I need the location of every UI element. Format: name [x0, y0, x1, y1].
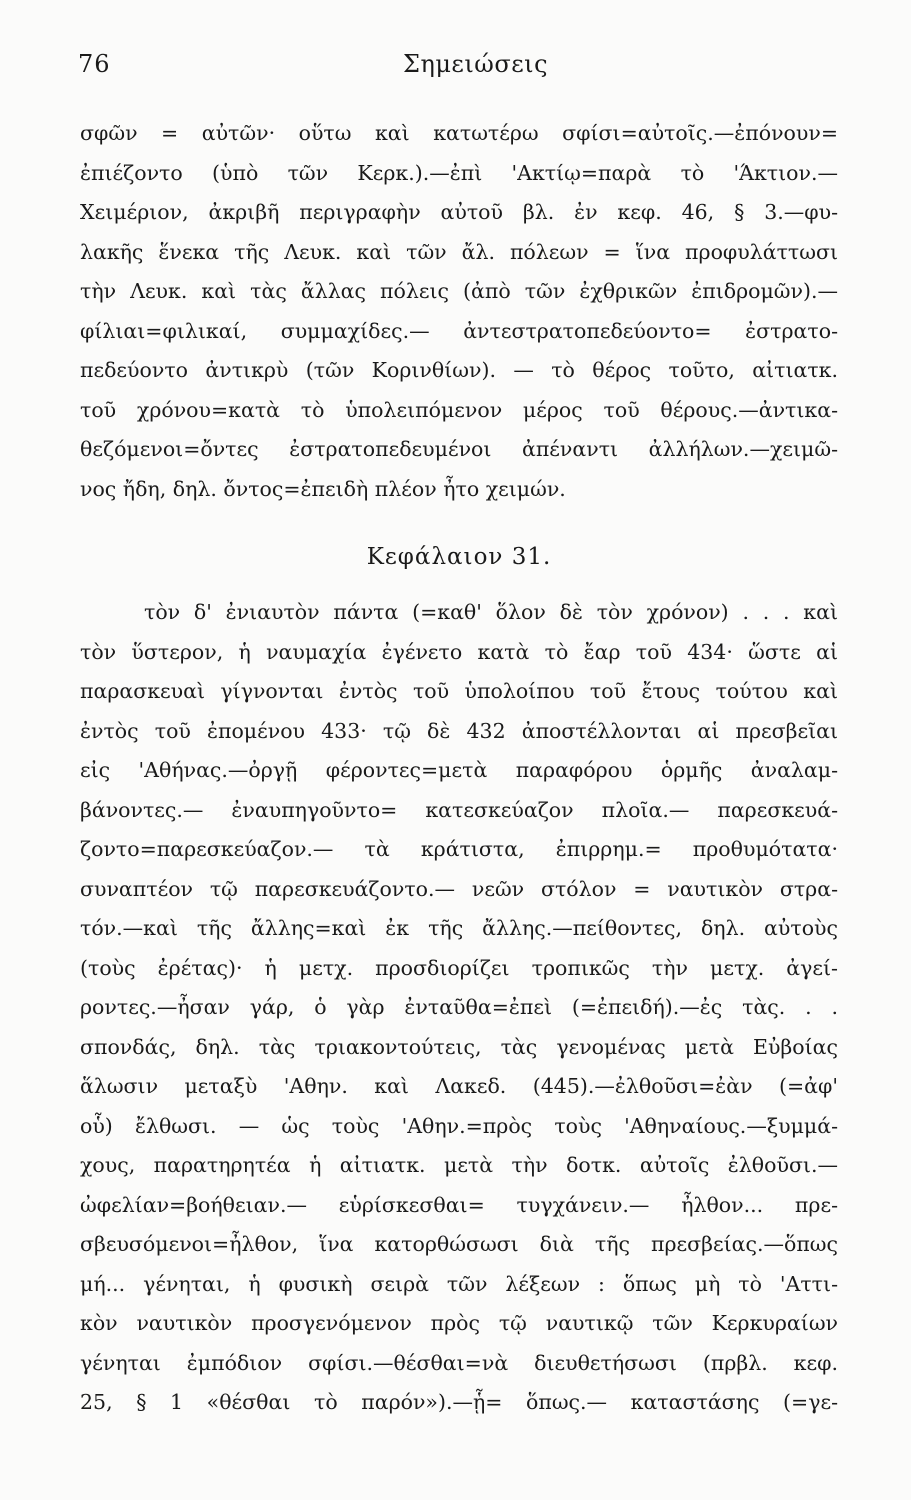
text-line: ἐπιέζοντο (ὑπὸ τῶν Κερκ.).—ἐπὶ 'Ακτίῳ=παρὰ τὸ 'Άκτιον.—: [80, 160, 838, 185]
text-line: νος ἤδη, δηλ. ὄντος=ἐπειδὴ πλέον ἦτο χειμών.: [80, 476, 566, 501]
text-line: τὸν δ' ἐνιαυτὸν πάντα (=καθ' ὅλον δὲ τὸν χρόνον) . . . καὶ: [144, 600, 838, 624]
text-line: τοῦ χρόνου=κατὰ τὸ ὑπολειπόμενον μέρος τοῦ θέρους.—ἀντικα-: [80, 397, 838, 422]
notes-section-2: [80, 593, 838, 1423]
text-line: βάνοντες.— ἐναυπηγοῦντο= κατεσκεύαζον πλοῖα.— παρεσκευά-: [80, 797, 838, 822]
text-line: μή... γένηται, ἡ φυσικὴ σειρὰ τῶν λέξεων : ὅπως μὴ τὸ 'Αττι-: [80, 1271, 838, 1296]
text-line: γένηται ἐμπόδιον σφίσι.—θέσθαι=νὰ διευθετήσωσι (πρβλ. κεφ.: [80, 1350, 838, 1375]
page-header: [78, 50, 833, 90]
text-line: τόν.—καὶ τῆς ἄλλης=καὶ ἐκ τῆς ἄλλης.—πείθοντες, δηλ. αὐτοὺς: [80, 916, 838, 940]
text-line: σπονδάς, δηλ. τὰς τριακοντούτεις, τὰς γενομένας μετὰ Εὐβοίας: [80, 1034, 838, 1059]
text-line: Χειμέριον, ἀκριβῆ περιγραφὴν αὐτοῦ βλ. ἐν κεφ. 46, § 3.—φυ-: [80, 200, 838, 224]
text-line: λακῆς ἕνεκα τῆς Λευκ. καὶ τῶν ἄλ. πόλεων = ἵνα προφυλάττωσι: [80, 239, 838, 264]
text-line: ἐντὸς τοῦ ἐπομένου 433· τῷ δὲ 432 ἀποστέλλονται αἱ πρεσβεῖαι: [80, 718, 838, 743]
page-body: [80, 114, 838, 1423]
text-line: θεζόμενοι=ὄντες ἐστρατοπεδευμένοι ἀπέναντι ἀλλήλων.—χειμῶ-: [80, 437, 838, 461]
running-title: Σημειώσεις: [402, 50, 549, 78]
text-line: σφῶν = αὐτῶν· οὕτω καὶ κατωτέρω σφίσι=αὐτοῖς.—ἐπόνουν=: [80, 121, 838, 145]
text-line: σβευσόμενοι=ἦλθον, ἵνα κατορθώσωσι διὰ τῆς πρεσβείας.—ὅπως: [80, 1232, 838, 1256]
text-line: ροντες.—ἦσαν γάρ, ὁ γὰρ ἐνταῦθα=ἐπεὶ (=ἐπειδή).—ἐς τὰς. . .: [80, 995, 838, 1019]
text-line: ὠφελίαν=βοήθειαν.— εὑρίσκεσθαι= τυγχάνειν.— ἦλθον... πρε-: [80, 1192, 838, 1217]
text-line: οὗ) ἔλθωσι. — ὡς τοὺς 'Αθην.=πρὸς τοὺς 'Αθηναίους.—ξυμμά-: [80, 1113, 838, 1138]
text-line: εἰς 'Αθήνας.—ὀργῇ φέροντες=μετὰ παραφόρου ὁρμῆς ἀναλαμ-: [80, 758, 838, 782]
page-number: 76: [78, 50, 111, 78]
text-line: κὸν ναυτικὸν προσγενόμενον πρὸς τῷ ναυτικῷ τῶν Κερκυραίων: [80, 1311, 838, 1335]
text-line: ζοντο=παρεσκεύαζον.— τὰ κράτιστα, ἐπιρρημ.= προθυμότατα·: [80, 837, 838, 861]
chapter-heading: Κεφάλαιον 31.: [366, 544, 552, 570]
text-line: 25, § 1 «θέσθαι τὸ παρόν»).—ᾗ= ὅπως.— καταστάσης (=γε-: [80, 1390, 838, 1414]
text-line: παρασκευαὶ γίγνονται ἐντὸς τοῦ ὑπολοίπου τοῦ ἔτους τούτου καὶ: [80, 679, 838, 703]
text-line: πεδεύοντο ἀντικρὺ (τῶν Κορινθίων). — τὸ θέρος τοῦτο, αἰτιατκ.: [80, 358, 838, 382]
text-line: ἅλωσιν μεταξὺ 'Αθην. καὶ Λακεδ. (445).—ἐλθοῦσι=ἐὰν (=ἀφ': [80, 1074, 838, 1098]
text-line: (τοὺς ἐρέτας)· ἡ μετχ. προσδιορίζει τροπικῶς τὴν μετχ. ἀγεί-: [80, 955, 838, 980]
text-line: τὴν Λευκ. καὶ τὰς ἄλλας πόλεις (ἀπὸ τῶν ἐχθρικῶν ἐπιδρομῶν).—: [80, 279, 838, 303]
text-line: τὸν ὕστερον, ἡ ναυμαχία ἐγένετο κατὰ τὸ ἔαρ τοῦ 434· ὥστε αἱ: [80, 639, 838, 664]
text-line: φίλιαι=φιλικαί, συμμαχίδες.— ἀντεστρατοπεδεύοντο= ἐστρατο-: [80, 318, 838, 343]
text-line: συναπτέον τῷ παρεσκευάζοντο.— νεῶν στόλον = ναυτικὸν στρα-: [80, 876, 838, 901]
notes-section-1: [80, 114, 838, 509]
text-line: χους, παρατηρητέα ἡ αἰτιατκ. μετὰ τὴν δοτκ. αὐτοῖς ἐλθοῦσι.—: [80, 1153, 838, 1177]
